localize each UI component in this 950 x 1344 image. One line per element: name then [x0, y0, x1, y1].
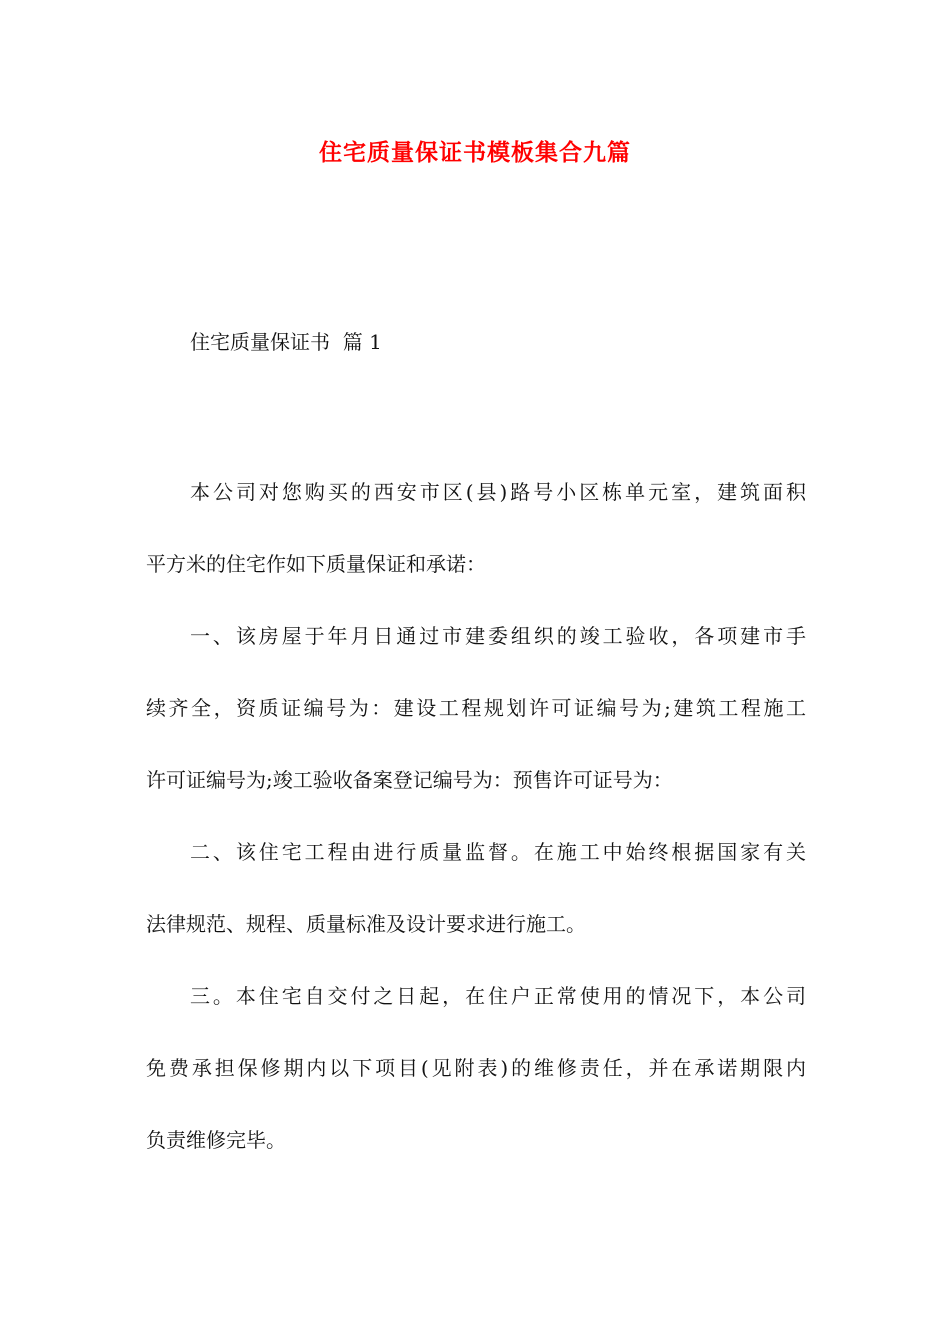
document-title: 住宅质量保证书模板集合九篇 — [319, 140, 631, 166]
text-line: 三。本住宅自交付之日起，在住户正常使用的情况下，本公司 — [190, 984, 806, 1008]
text-line: 二、该住宅工程由进行质量监督。在施工中始终根据国家有关 — [190, 840, 806, 864]
text-line: 一、该房屋于年月日通过市建委组织的竣工验收，各项建市手 — [190, 624, 806, 648]
paragraph-1 — [146, 474, 806, 582]
text-line: 续齐全，资质证编号为：建设工程规划许可证编号为;建筑工程施工 — [146, 696, 806, 720]
paragraph-2 — [146, 618, 806, 798]
text-line: 免费承担保修期内以下项目(见附表)的维修责任，并在承诺期限内 — [146, 1056, 806, 1080]
text-line: 本公司对您购买的西安市区(县)路号小区栋单元室，建筑面积 — [190, 480, 806, 504]
text-line: 法律规范、规程、质量标准及设计要求进行施工。 — [146, 912, 586, 936]
paragraph-4 — [146, 978, 806, 1158]
text-line: 平方米的住宅作如下质量保证和承诺： — [146, 552, 486, 576]
document-body — [146, 474, 806, 1194]
text-line: 负责维修完毕。 — [146, 1128, 286, 1152]
text-line: 许可证编号为;竣工验收备案登记编号为：预售许可证号为： — [146, 768, 673, 792]
paragraph-3 — [146, 834, 806, 942]
section-heading: 住宅质量保证书 篇 1 — [190, 330, 382, 354]
